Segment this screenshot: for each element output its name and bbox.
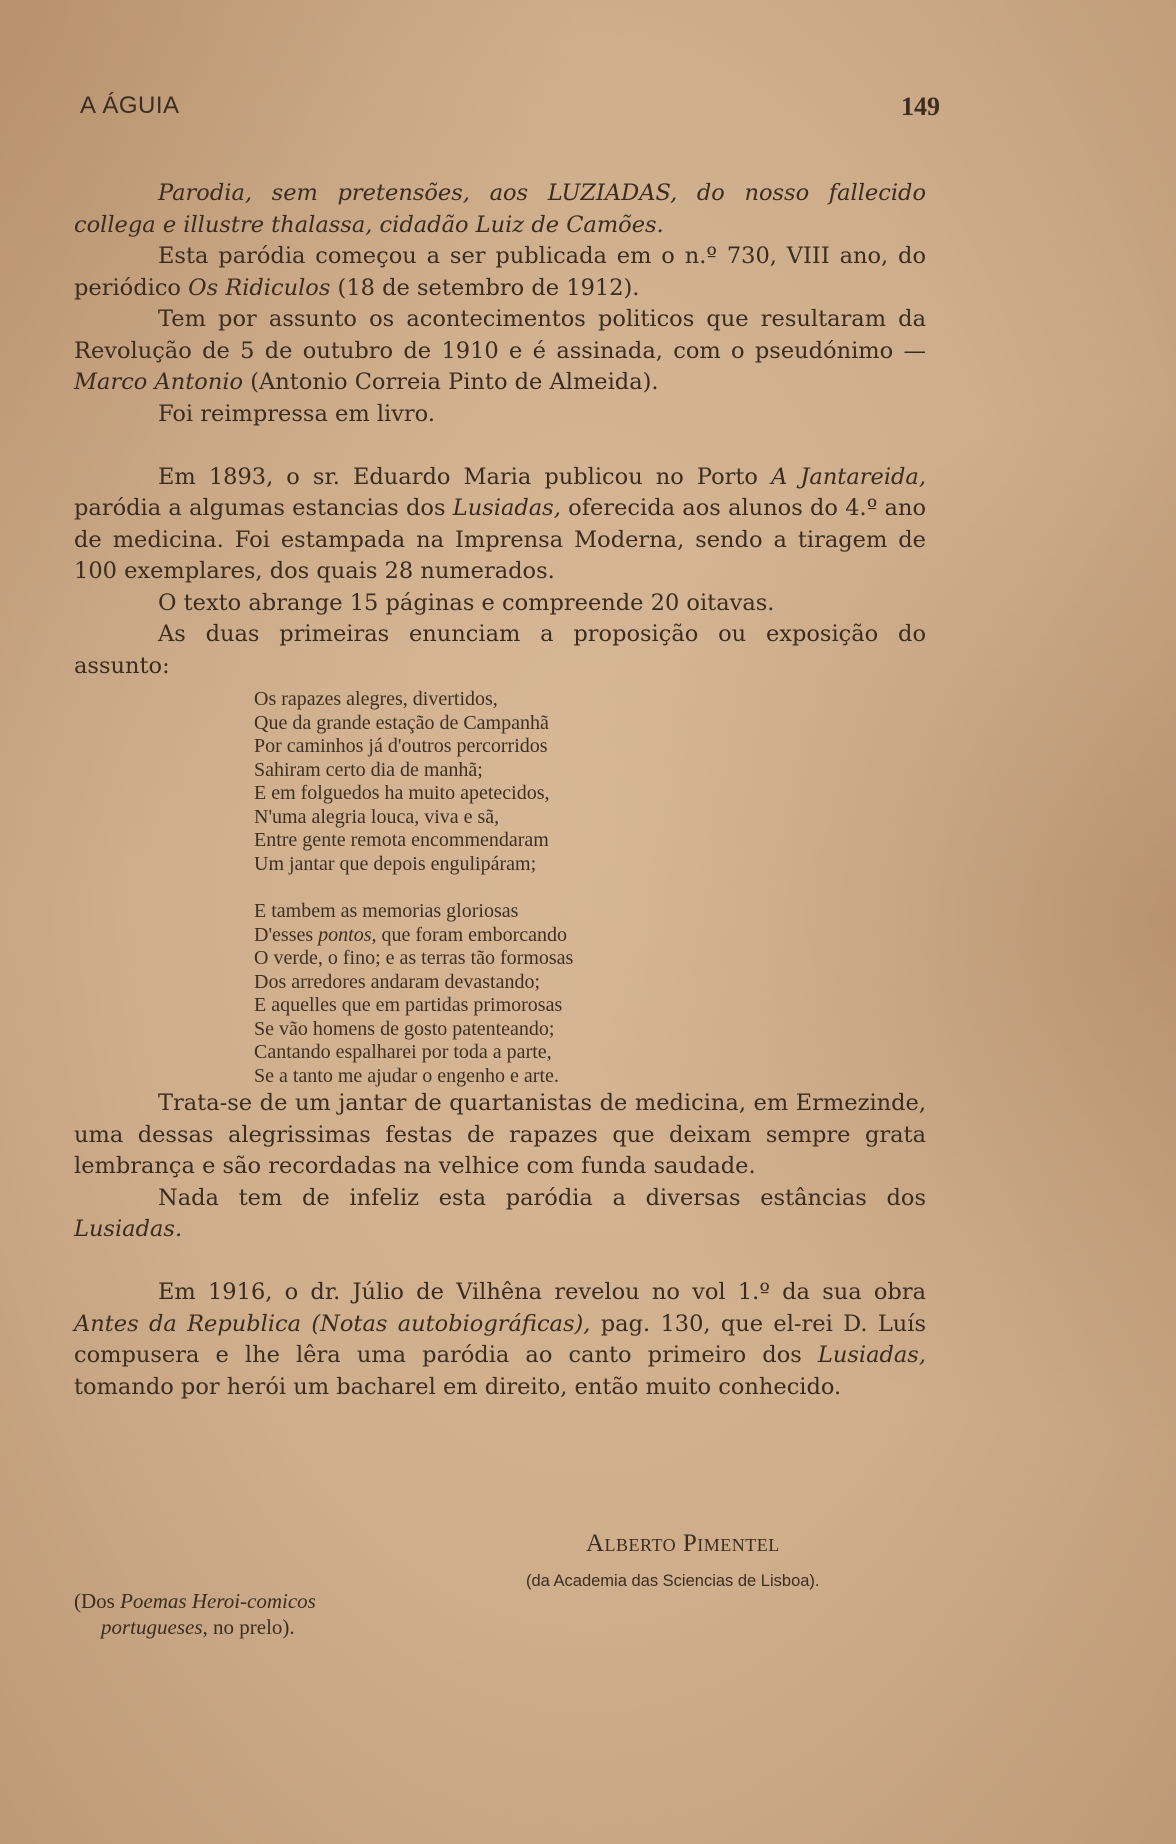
verse-line: Entre gente remota encommendaram (254, 829, 549, 851)
article-body (74, 178, 926, 1403)
lusiadas-title: Lusiadas, (452, 495, 561, 521)
verse-line: Um jantar que depois engulipáram; (254, 852, 537, 875)
lusiadas-title: Lusiadas. (74, 1216, 183, 1242)
verse-line: O verde, o fino; e as terras tão formosas (254, 947, 574, 969)
paragraph-vilhena-text-a: Em 1916, o dr. Júlio de Vilhêna revelou no vol 1.º da sua obra (158, 1279, 926, 1305)
signature-block (74, 1528, 926, 1638)
paragraph-proposition: As duas primeiras enunciam a proposição ou exposição do assunto: (74, 621, 926, 679)
paragraph-infeliz-text: Nada tem de infeliz esta paródia a diversas estâncias dos (158, 1184, 926, 1211)
lusiadas-title: Lusiadas, (817, 1342, 926, 1368)
verse-line: Se vão homens de gosto patenteando; (254, 1017, 555, 1040)
source-note-suffix: no prelo). (207, 1615, 295, 1639)
source-note-prefix: (Dos (74, 1589, 121, 1613)
stanza-2 (254, 900, 926, 1088)
verse-line: Os rapazes alegres, divertidos, (254, 688, 498, 710)
paragraph-jantareida-text-a: Em 1893, o sr. Eduardo Maria publicou no Porto (158, 463, 772, 490)
paragraph-jantareida (74, 462, 926, 588)
verse-line (254, 924, 926, 948)
paragraph-infeliz (74, 1183, 926, 1246)
author-name: Alberto Pimentel (586, 1530, 780, 1557)
pseudonym: Marco Antonio (74, 369, 244, 395)
source-note-line-1 (74, 1588, 316, 1614)
paragraph-publication (74, 241, 926, 304)
paragraph-subject-text-b: (Antonio Correia Pinto de Almeida). (243, 369, 659, 395)
stanza-1 (254, 688, 926, 876)
paragraph-publication-text-b: (18 de setembro de 1912). (330, 274, 640, 301)
verse-line: E em folguedos ha muito apetecidos, (254, 782, 550, 804)
page-header (80, 92, 940, 128)
verse-quotation (254, 688, 926, 1088)
paragraph-vilhena-text-b: pag. 130, que el-rei D. Luís compusera e lhe lêra uma paródia ao canto primeiro dos (74, 1310, 926, 1368)
paragraph-pages: O texto abrange 15 páginas e compreende 20 oitavas. (158, 589, 775, 616)
paragraph-intro (74, 178, 926, 241)
verse-line: N'uma alegria louca, viva e sã, (254, 805, 500, 828)
book-title: Antes da Republica (Notas autobiográficas), (74, 1310, 591, 1337)
paragraph-subject (74, 304, 926, 399)
jantareida-title: A Jantareida, (771, 463, 926, 490)
verse-line: Cantando espalharei por toda a parte, (254, 1041, 552, 1063)
verse-line: Se a tanto me ajudar o engenho e arte. (254, 1064, 559, 1087)
page-number: 149 (901, 92, 940, 121)
verse-line: Dos arredores andaram devastando; (254, 970, 540, 993)
source-title-2: portugueses, (101, 1615, 208, 1639)
paragraph-subject-text-a: Tem por assunto os acontecimentos politicos que resultaram da Revolução de 5 de outubro de 1910 e é assinada, com o pseudónimo — (74, 306, 926, 364)
source-note (74, 1588, 316, 1640)
verse-line: E tambem as memorias gloriosas (254, 900, 519, 922)
verse-line: Por caminhos já d'outros percorridos (254, 735, 548, 757)
source-note-line-2 (74, 1614, 316, 1640)
paragraph-publication-text-a: Esta paródia começou a ser publicada em o n.º 730, VIII ano, do periódico (74, 243, 926, 301)
paragraph-vilhena (74, 1277, 926, 1403)
running-title: A ÁGUIA (80, 92, 180, 119)
paragraph-jantareida-text-c: oferecida aos alunos do 4.º ano de medicina. Foi estampada na Imprensa Moderna, sendo a tiragem de 100 exemplares, dos quais 28 numerados. (74, 495, 927, 584)
verse-line: Que da grande estação de Campanhã (254, 711, 549, 734)
paragraph-dinner: Trata-se de um jantar de quartanistas de medicina, em Ermezinde, uma dessas alegrissimas festas de rapazes que deixam sempre grata lembrança e são recordadas na velhice com funda saudade. (74, 1090, 926, 1179)
periodical-title: Os Ridiculos (188, 274, 331, 301)
author-affiliation: (da Academia das Sciencias de Lisboa). (526, 1572, 820, 1590)
verse-line: Sahiram certo dia de manhã; (254, 758, 483, 781)
verse-line: E aquelles que em partidas primorosas (254, 994, 563, 1016)
verse-line-text-b: que foram emborcando (376, 923, 567, 946)
paragraph-vilhena-text-c: tomando por herói um bacharel em direito, então muito conhecido. (74, 1373, 842, 1400)
verse-line-italic: pontos, (318, 923, 377, 946)
verse-line-text-a: D'esses (254, 923, 319, 946)
paragraph-intro-text: Parodia, sem pretensões, aos LUZIADAS, do nosso fallecido collega e illustre thalassa, cidadão Luiz de Camões. (74, 180, 926, 238)
paragraph-jantareida-text-b: paródia a algumas estancias dos (74, 495, 453, 521)
paragraph-reprint: Foi reimpressa em livro. (158, 400, 435, 427)
source-title-1: Poemas Heroi-comicos (120, 1589, 316, 1613)
